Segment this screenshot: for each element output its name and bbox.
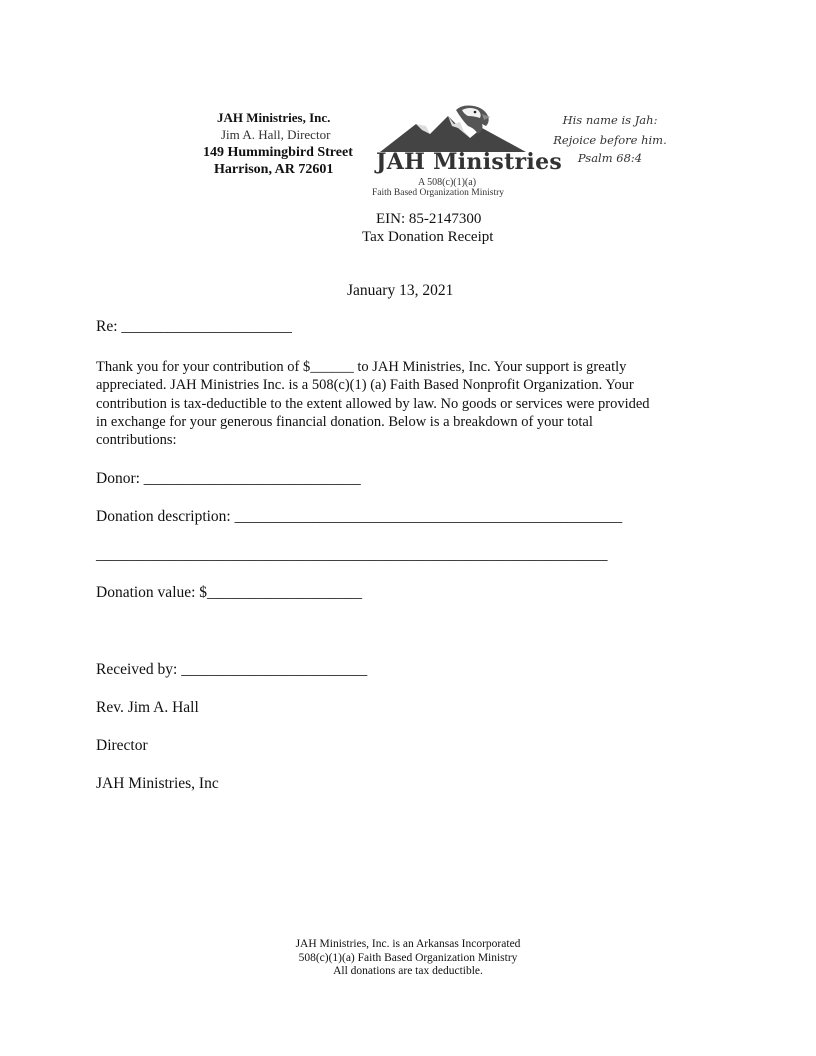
thank-you-paragraph: [96, 358, 726, 449]
verse-line-2: Rejoice before him.: [553, 133, 667, 147]
donation-description-continuation: __________________________________________________________________: [96, 546, 608, 563]
footer-note: [208, 938, 608, 979]
city-state-zip: Harrison, AR 72601: [214, 162, 334, 177]
paragraph-line: contributions:: [96, 432, 177, 449]
footer-line: All donations are tax deductible.: [333, 965, 483, 977]
paragraph-line: appreciated. JAH Ministries Inc. is a 508(c)(1) (a) Faith Based Nonprofit Organization. Your: [96, 377, 634, 394]
street-address: 149 Hummingbird Street: [203, 145, 353, 160]
donor-field: Donor: ____________________________: [96, 470, 361, 487]
logo-subtitle-designation: A 508(c)(1)(a): [418, 177, 477, 188]
receipt-date: January 13, 2021: [347, 282, 454, 299]
footer-line: 508(c)(1)(a) Faith Based Organization Ministry: [298, 951, 518, 964]
logo-title: JAH Ministries: [376, 149, 563, 175]
organization-name: JAH Ministries, Inc.: [217, 110, 331, 125]
re-field: Re: ______________________: [96, 318, 292, 335]
verse-line-1: His name is Jah:: [562, 113, 658, 127]
signer-name: Rev. Jim A. Hall: [96, 699, 199, 716]
donation-value-field: Donation value: $____________________: [96, 584, 363, 601]
paragraph-line: Thank you for your contribution of $______ to JAH Ministries, Inc. Your support is greatly: [96, 359, 627, 375]
signer-organization: JAH Ministries, Inc: [96, 775, 219, 792]
eagle-mountain-icon: [378, 104, 528, 154]
director-line: Jim A. Hall, Director: [221, 127, 331, 142]
verse-reference: Psalm 68:4: [577, 151, 643, 165]
donation-description-field: Donation description: __________________________________________________: [96, 508, 623, 525]
paragraph-line: in exchange for your generous financial donation. Below is a breakdown of your total: [96, 413, 593, 430]
footer-line: JAH Ministries, Inc. is an Arkansas Incorporated: [295, 938, 521, 950]
paragraph-line: contribution is tax-deductible to the extent allowed by law. No goods or services were provided: [96, 395, 650, 412]
receipt-title: Tax Donation Receipt: [362, 229, 494, 245]
logo-subtitle-description: Faith Based Organization Ministry: [372, 188, 505, 198]
received-by-field: Received by: ________________________: [96, 661, 368, 678]
ein-number: EIN: 85-2147300: [376, 211, 482, 227]
signer-title: Director: [96, 737, 148, 754]
